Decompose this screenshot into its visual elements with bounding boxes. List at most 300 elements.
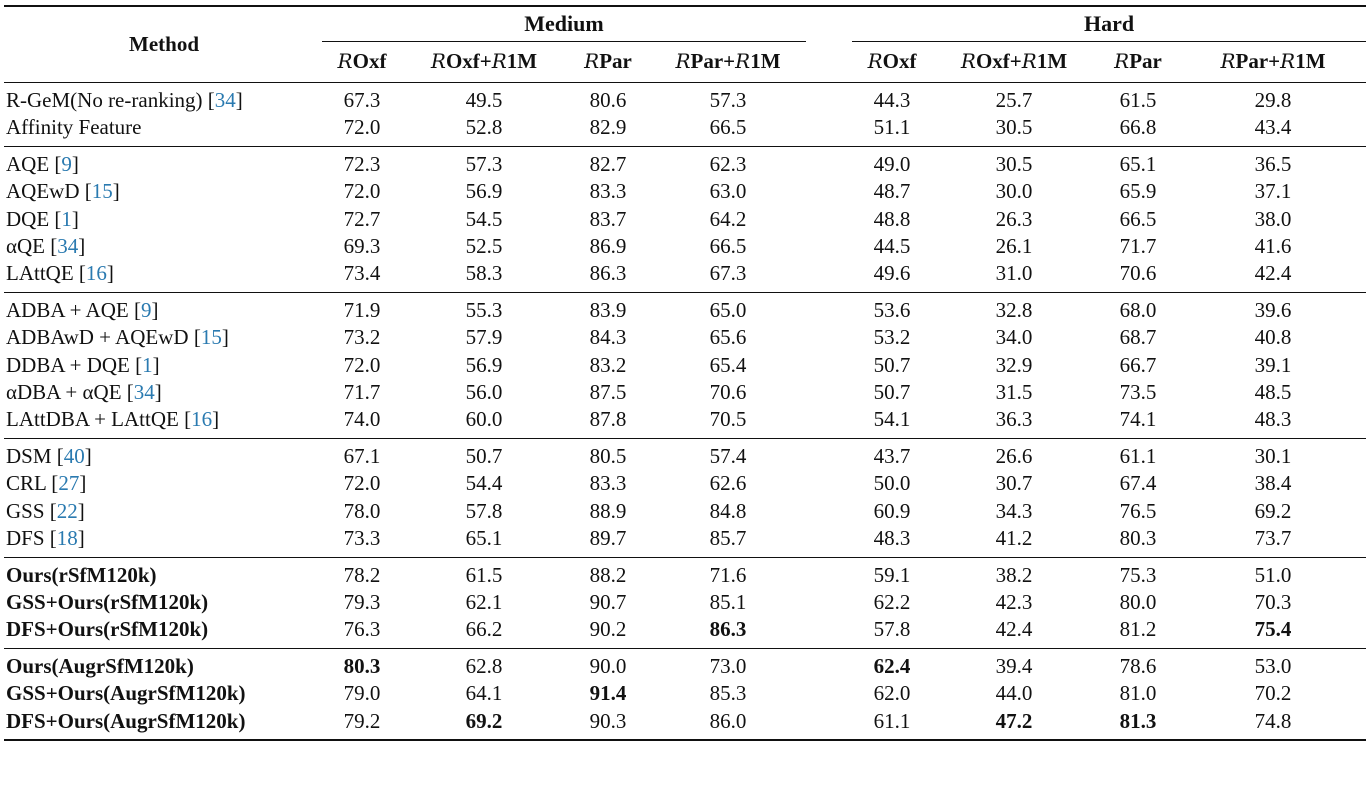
medium-header: Medium (322, 6, 806, 42)
score-cell: 38.2 (932, 557, 1096, 589)
score-cell: 53.6 (852, 292, 932, 324)
score-cell: 81.2 (1119, 617, 1157, 642)
score-cell: 72.3 (322, 146, 402, 178)
method-name (4, 292, 322, 324)
score-cell: 88.2 (566, 557, 650, 589)
method-name (4, 557, 322, 589)
score-cell: 31.0 (995, 261, 1033, 286)
score-cell: 79.2 (322, 708, 402, 740)
script-r-glyph: R (1280, 49, 1296, 74)
method-label: Affinity Feature (6, 115, 142, 140)
citation-bracket: ] (151, 297, 159, 322)
score-cell: 70.3 (1254, 589, 1292, 614)
table-row (4, 233, 1366, 260)
score-cell: 67.3 (322, 83, 402, 115)
score-cell: 72.0 (343, 179, 381, 204)
score-cell: 87.8 (589, 407, 627, 432)
method-label: GSS+Ours(AugrSfM120k) (6, 681, 246, 706)
citation-bracket: ] (212, 407, 220, 432)
score-cell: 72.0 (343, 471, 381, 496)
method-name (4, 233, 322, 260)
score-cell: 57.3 (650, 83, 806, 115)
table-row (4, 406, 1366, 438)
score-cell: 83.2 (589, 352, 627, 377)
score-cell: 52.5 (465, 234, 503, 259)
score-cell: 91.4 (589, 681, 627, 706)
method-name (4, 525, 322, 557)
hard-col-3-header (1096, 42, 1180, 83)
score-cell: 86.3 (709, 617, 747, 642)
score-cell: 67.1 (322, 438, 402, 470)
table-row (4, 680, 1366, 707)
score-cell: 43.4 (1254, 115, 1292, 140)
score-cell: 71.7 (1119, 234, 1157, 259)
score-cell: 80.3 (1119, 526, 1157, 551)
citation-link[interactable]: 16 (85, 261, 107, 286)
score-cell: 65.0 (650, 292, 806, 324)
score-cell: 41.2 (995, 526, 1033, 551)
score-cell: 73.0 (650, 648, 806, 680)
table-row (4, 83, 1366, 115)
score-cell: 83.7 (589, 206, 627, 231)
score-cell: 48.8 (873, 206, 911, 231)
score-cell: 62.1 (465, 589, 503, 614)
medium-col-2-header (402, 42, 566, 83)
script-r-glyph: R (1220, 49, 1236, 74)
method-label: AQE [ (6, 151, 62, 176)
citation-link[interactable]: 34 (57, 234, 79, 259)
score-cell: 64.2 (709, 206, 747, 231)
table-row (4, 206, 1366, 233)
score-cell: 82.7 (566, 146, 650, 178)
citation-bracket: ] (235, 88, 243, 112)
dataset-name: Oxf+ (445, 49, 492, 74)
score-cell: 42.4 (995, 617, 1033, 642)
score-cell: 29.8 (1180, 83, 1366, 115)
citation-bracket: ] (152, 352, 160, 377)
score-cell: 66.5 (709, 234, 747, 259)
method-label: CRL [ (6, 471, 59, 496)
method-label: Ours(rSfM120k) (6, 562, 157, 587)
method-label: ADBA + AQE [ (6, 297, 141, 322)
score-cell: 75.4 (1254, 617, 1292, 642)
score-cell: 49.0 (852, 146, 932, 178)
score-cell: 80.0 (1119, 589, 1157, 614)
score-cell: 78.6 (1096, 648, 1180, 680)
score-cell: 62.8 (402, 648, 566, 680)
table-row (4, 525, 1366, 557)
score-cell: 81.0 (1119, 681, 1157, 706)
distractor-name: 1M (1036, 49, 1068, 74)
score-cell: 47.2 (932, 708, 1096, 740)
method-label: DFS [ (6, 526, 57, 551)
score-cell: 48.3 (1254, 407, 1292, 432)
score-cell: 69.3 (343, 234, 381, 259)
score-cell: 34.3 (995, 498, 1033, 523)
table-row (4, 557, 1366, 589)
table-row (4, 379, 1366, 406)
score-cell: 61.1 (852, 708, 932, 740)
citation-bracket: ] (71, 151, 79, 176)
score-cell: 85.1 (709, 589, 747, 614)
medium-col-1-header (322, 42, 402, 83)
method-name (4, 379, 322, 406)
score-cell: 55.3 (402, 292, 566, 324)
citation-link[interactable]: 27 (58, 471, 80, 496)
score-cell: 66.5 (709, 115, 747, 140)
score-cell: 58.3 (465, 261, 503, 286)
citation-link[interactable]: 9 (140, 297, 152, 322)
method-name (4, 498, 322, 525)
distractor-name: 1M (1295, 49, 1326, 74)
score-cell: 62.6 (709, 471, 747, 496)
score-cell: 65.1 (465, 526, 503, 551)
citation-link[interactable]: 22 (56, 498, 78, 523)
results-table-container (4, 5, 1366, 741)
score-cell: 48.3 (873, 526, 911, 551)
score-cell: 42.4 (1254, 261, 1292, 286)
score-cell: 54.1 (873, 407, 911, 432)
score-cell: 61.5 (402, 557, 566, 589)
method-name (4, 352, 322, 379)
method-header: Method (4, 6, 322, 83)
score-cell: 90.7 (589, 589, 627, 614)
score-cell: 72.7 (343, 206, 381, 231)
score-cell: 80.6 (566, 83, 650, 115)
header-row-groups (4, 6, 1366, 42)
score-cell: 79.3 (343, 589, 381, 614)
score-cell: 70.2 (1254, 681, 1292, 706)
score-cell: 50.7 (873, 380, 911, 405)
score-cell: 56.0 (465, 380, 503, 405)
score-cell: 86.9 (589, 234, 627, 259)
score-cell: 84.3 (589, 325, 627, 350)
method-label: αDBA + αQE [ (6, 380, 134, 405)
method-label: R-GeM(No re-ranking) [ (6, 88, 215, 112)
score-cell: 57.9 (465, 325, 503, 350)
score-cell: 88.9 (589, 498, 627, 523)
script-r-glyph: R (1114, 49, 1130, 74)
score-cell: 59.1 (852, 557, 932, 589)
score-cell: 57.8 (465, 498, 503, 523)
method-name (4, 616, 322, 648)
score-cell: 41.6 (1254, 234, 1292, 259)
score-cell: 69.2 (402, 708, 566, 740)
score-cell: 43.7 (852, 438, 932, 470)
score-cell: 44.3 (852, 83, 932, 115)
score-cell: 65.1 (1096, 146, 1180, 178)
score-cell: 32.9 (995, 352, 1033, 377)
score-cell: 62.0 (873, 681, 911, 706)
score-cell: 90.3 (566, 708, 650, 740)
score-cell: 26.6 (932, 438, 1096, 470)
score-cell: 37.1 (1254, 179, 1292, 204)
score-cell: 76.3 (343, 617, 381, 642)
dataset-name: Oxf+ (975, 49, 1022, 74)
table-row (4, 324, 1366, 351)
score-cell: 62.3 (650, 146, 806, 178)
score-cell: 36.5 (1180, 146, 1366, 178)
table-row (4, 178, 1366, 205)
citation-bracket: ] (84, 443, 92, 468)
score-cell: 34.0 (995, 325, 1033, 350)
method-label: DSM [ (6, 443, 64, 468)
citation-bracket: ] (112, 179, 120, 204)
citation-link[interactable]: 34 (133, 380, 155, 405)
score-cell: 74.8 (1180, 708, 1366, 740)
score-cell: 56.9 (465, 179, 503, 204)
method-name (4, 680, 322, 707)
score-cell: 68.0 (1096, 292, 1180, 324)
score-cell: 50.0 (873, 471, 911, 496)
score-cell: 72.0 (343, 115, 381, 140)
script-r-glyph: R (430, 49, 446, 74)
score-cell: 80.3 (322, 648, 402, 680)
score-cell: 44.0 (995, 681, 1033, 706)
citation-bracket: ] (106, 261, 114, 286)
score-cell: 90.0 (566, 648, 650, 680)
score-cell: 36.3 (995, 407, 1033, 432)
method-name (4, 406, 322, 438)
method-name (4, 589, 322, 616)
score-cell: 60.9 (873, 498, 911, 523)
hard-col-2-header (932, 42, 1096, 83)
citation-link[interactable]: 9 (61, 151, 72, 176)
table-row (4, 260, 1366, 292)
method-label: ADBAwD + AQEwD [ (6, 325, 201, 350)
score-cell: 73.7 (1254, 526, 1292, 551)
dataset-name: Par+ (690, 49, 736, 74)
citation-bracket: ] (71, 206, 79, 231)
table-row (4, 146, 1366, 178)
citation-link[interactable]: 1 (142, 352, 153, 377)
method-name (4, 260, 322, 292)
score-cell: 70.5 (709, 407, 747, 432)
score-cell: 60.0 (465, 407, 503, 432)
score-cell: 78.0 (343, 498, 381, 523)
score-cell: 49.6 (873, 261, 911, 286)
score-cell: 74.0 (343, 407, 381, 432)
score-cell: 49.5 (402, 83, 566, 115)
medium-col-3-header (566, 42, 650, 83)
score-cell: 90.2 (589, 617, 627, 642)
citation-link[interactable]: 34 (214, 88, 236, 112)
score-cell: 25.7 (932, 83, 1096, 115)
table-row (4, 616, 1366, 648)
method-name (4, 146, 322, 178)
score-cell: 68.7 (1119, 325, 1157, 350)
table-row (4, 589, 1366, 616)
method-name (4, 114, 322, 146)
score-cell: 72.0 (343, 352, 381, 377)
script-r-glyph: R (584, 49, 600, 74)
table-row (4, 498, 1366, 525)
method-name (4, 708, 322, 740)
score-cell: 85.3 (709, 681, 747, 706)
score-cell: 26.3 (995, 206, 1033, 231)
score-cell: 57.3 (402, 146, 566, 178)
score-cell: 40.8 (1254, 325, 1292, 350)
script-r-glyph: R (867, 49, 883, 74)
method-name (4, 438, 322, 470)
method-label: DQE [ (6, 206, 62, 231)
score-cell: 63.0 (709, 179, 747, 204)
score-cell: 84.8 (709, 498, 747, 523)
citation-bracket: ] (78, 234, 86, 259)
score-cell: 30.5 (932, 146, 1096, 178)
score-cell: 83.9 (566, 292, 650, 324)
score-cell: 51.0 (1180, 557, 1366, 589)
score-cell: 38.0 (1254, 206, 1292, 231)
score-cell: 64.1 (465, 681, 503, 706)
score-cell: 30.1 (1180, 438, 1366, 470)
score-cell: 30.0 (995, 179, 1033, 204)
distractor-name: 1M (506, 49, 538, 74)
score-cell: 66.8 (1119, 115, 1157, 140)
dataset-name: Par (599, 49, 632, 74)
method-label: Ours(AugrSfM120k) (6, 653, 194, 678)
score-cell: 42.3 (995, 589, 1033, 614)
table-row (4, 648, 1366, 680)
table-row (4, 114, 1366, 146)
method-name (4, 83, 322, 115)
script-r-glyph: R (491, 49, 507, 74)
score-cell: 66.2 (465, 617, 503, 642)
method-name (4, 324, 322, 351)
score-cell: 89.7 (589, 526, 627, 551)
score-cell: 85.7 (709, 526, 747, 551)
dataset-name: Par+ (1235, 49, 1281, 74)
score-cell: 61.5 (1096, 83, 1180, 115)
score-cell: 51.1 (873, 115, 911, 140)
score-cell: 76.5 (1119, 498, 1157, 523)
table-row (4, 438, 1366, 470)
hard-col-4-header (1180, 42, 1366, 83)
citation-bracket: ] (79, 471, 87, 496)
score-cell: 48.7 (873, 179, 911, 204)
score-cell: 56.9 (465, 352, 503, 377)
citation-bracket: ] (77, 498, 85, 523)
citation-link[interactable]: 15 (200, 325, 222, 350)
score-cell: 66.7 (1119, 352, 1157, 377)
score-cell: 86.3 (589, 261, 627, 286)
score-cell: 39.6 (1180, 292, 1366, 324)
script-r-glyph: R (675, 49, 691, 74)
citation-link[interactable]: 15 (91, 179, 113, 204)
method-label: GSS [ (6, 498, 57, 523)
score-cell: 57.4 (650, 438, 806, 470)
score-cell: 71.7 (343, 380, 381, 405)
citation-link[interactable]: 1 (61, 206, 72, 231)
results-body (4, 83, 1366, 740)
score-cell: 83.3 (589, 471, 627, 496)
script-r-glyph: R (1021, 49, 1037, 74)
citation-link[interactable]: 40 (63, 443, 85, 468)
score-cell: 82.9 (589, 115, 627, 140)
score-cell: 73.5 (1119, 380, 1157, 405)
score-cell: 71.6 (650, 557, 806, 589)
method-label: GSS+Ours(rSfM120k) (6, 589, 209, 614)
score-cell: 57.8 (873, 617, 911, 642)
hard-col-1-header (852, 42, 932, 83)
score-cell: 74.1 (1119, 407, 1157, 432)
table-row (4, 470, 1366, 497)
score-cell: 86.0 (650, 708, 806, 740)
method-label: LAttQE [ (6, 261, 86, 286)
score-cell: 67.4 (1119, 471, 1157, 496)
script-r-glyph: R (337, 49, 353, 74)
score-cell: 61.1 (1096, 438, 1180, 470)
score-cell: 73.2 (343, 325, 381, 350)
score-cell: 50.7 (873, 352, 911, 377)
table-row (4, 292, 1366, 324)
method-label: DFS+Ours(AugrSfM120k) (6, 708, 246, 733)
score-cell: 32.8 (932, 292, 1096, 324)
distractor-name: 1M (750, 49, 781, 74)
score-cell: 75.3 (1096, 557, 1180, 589)
method-label: AQEwD [ (6, 179, 92, 204)
score-cell: 30.7 (995, 471, 1033, 496)
score-cell: 62.2 (873, 589, 911, 614)
method-name (4, 648, 322, 680)
dataset-name: Par (1129, 49, 1162, 74)
score-cell: 87.5 (589, 380, 627, 405)
dataset-name: Oxf (352, 49, 387, 74)
score-cell: 39.4 (932, 648, 1096, 680)
hard-header: Hard (852, 6, 1366, 42)
score-cell: 69.2 (1254, 498, 1292, 523)
score-cell: 66.5 (1119, 206, 1157, 231)
script-r-glyph: R (735, 49, 751, 74)
method-label: DDBA + DQE [ (6, 352, 143, 377)
method-name (4, 178, 322, 205)
method-label: LAttDBA + LAttQE [ (6, 407, 192, 432)
score-cell: 65.9 (1119, 179, 1157, 204)
score-cell: 53.0 (1180, 648, 1366, 680)
score-cell: 52.8 (465, 115, 503, 140)
score-cell: 81.3 (1096, 708, 1180, 740)
score-cell: 70.6 (1119, 261, 1157, 286)
score-cell: 73.3 (343, 526, 381, 551)
score-cell: 39.1 (1254, 352, 1292, 377)
method-name (4, 206, 322, 233)
medium-col-4-header (650, 42, 806, 83)
results-table (4, 5, 1366, 741)
citation-bracket: ] (221, 325, 229, 350)
score-cell: 44.5 (873, 234, 911, 259)
score-cell: 30.5 (995, 115, 1033, 140)
script-r-glyph: R (960, 49, 976, 74)
dataset-name: Oxf (882, 49, 917, 74)
score-cell: 79.0 (343, 681, 381, 706)
method-name (4, 470, 322, 497)
score-cell: 54.5 (465, 206, 503, 231)
citation-link[interactable]: 16 (191, 407, 213, 432)
method-label: αQE [ (6, 234, 58, 259)
score-cell: 38.4 (1254, 471, 1292, 496)
citation-link[interactable]: 18 (56, 526, 78, 551)
score-cell: 48.5 (1254, 380, 1292, 405)
score-cell: 54.4 (465, 471, 503, 496)
citation-bracket: ] (154, 380, 162, 405)
table-row (4, 352, 1366, 379)
score-cell: 71.9 (322, 292, 402, 324)
score-cell: 31.5 (995, 380, 1033, 405)
citation-bracket: ] (77, 526, 85, 551)
score-cell: 65.4 (709, 352, 747, 377)
score-cell: 65.6 (709, 325, 747, 350)
score-cell: 70.6 (709, 380, 747, 405)
